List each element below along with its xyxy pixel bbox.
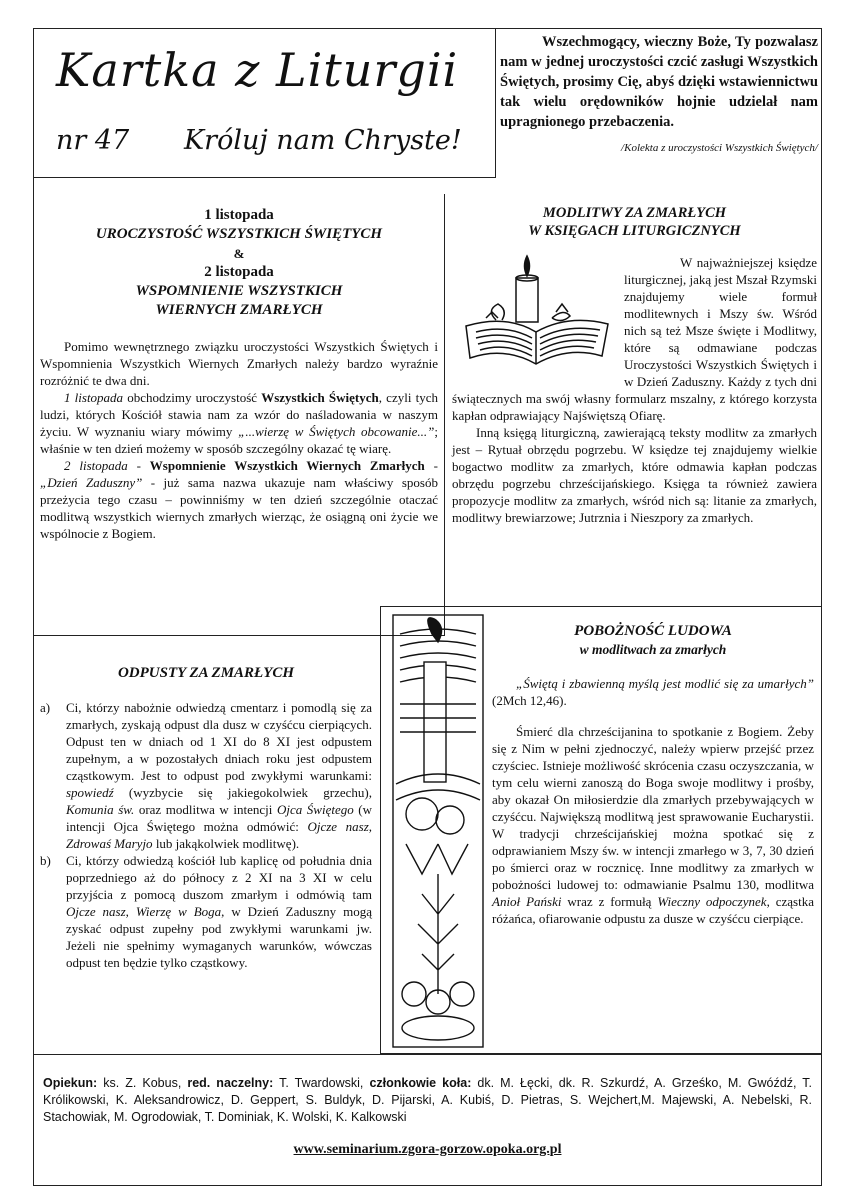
website-line (43, 1140, 812, 1158)
opening-prayer (500, 32, 818, 154)
folk-piety-content (492, 622, 814, 927)
folk-text-1: Śmierć dla chrześcijanina to spotkanie z Bogiem. Żeby się z Nim w pełni zjednoczyć, należy wpierw przejść przez czyściec. Istnieje możliwość skrócenia czasu oczyszczania, w tym celu wierni zanoszą do Boga swoje modlitwy i prośby, aby okazał On miłosierdzie dla zmarłych przebywających w czyśćcu. Największą modlitwą jest sprawowanie Eucharystii. W tradycji chrześcijańskiej można spotkać się z odprawianiem Mszy św. w intencji zmarłego w 3, 7, 30 dzień po śmierci oraz w rocznicę. Inne modlitwy za zmarłych w pobożności ludowej to: odmawianie Psalmu 130, modlitwa (492, 724, 814, 892)
members-list: dk. M. Łęcki, dk. R. Szkurdź, A. Grześko, M. Gwóźdź, T. Królikowski, K. Aleksandrowicz, D. Geppert, S. Buldyk, D. Pijarski, A. Kubiś, D. Pietras, S. Wejchert,M. Majewski, A. Nebelski, R. Stachowiak, M. Ogrodowiak, T. Dominiak, K. Wolski, K. Kalkowski (43, 1076, 812, 1124)
feast-name-1: UROCZYSTOŚĆ WSZYSTKICH ŚWIĘTYCH (95, 226, 383, 242)
folk-eternal-rest: Wieczny odpoczynek (657, 894, 767, 909)
indulgence-item-b (40, 852, 372, 971)
feasts-paragraph-1: Pomimo wewnętrznego związku uroczystości Wszystkich Świętych i Wspomnienia Wszystkich Wiernych Zmarłych należy bardzo wyraźnie rozróżnić te dwa dni. (40, 339, 438, 388)
item-a-text-5: lub jakąkolwiek modlitwę). (152, 836, 300, 851)
item-b-marker: b) (40, 853, 51, 868)
p3-name-quote: „Dzień Zaduszny” (40, 475, 143, 490)
feast-name-2-line2: WIERNYCH ZMARŁYCH (155, 302, 323, 318)
indulgences-list (40, 699, 372, 971)
editor-label: red. naczelny: (187, 1076, 274, 1090)
folk-piety-subheading: w modlitwach za zmarłych (579, 642, 727, 657)
motto: Króluj nam Chryste! (184, 125, 462, 156)
opiekun-label: Opiekun: (43, 1076, 98, 1090)
item-a-text-4: (w intencji Ojca Świętego można odmówić: (66, 802, 373, 834)
p3-date: 2 listopada (64, 458, 128, 473)
item-a-pope: Ojca Świętego (276, 802, 354, 817)
missal-candle-icon (456, 254, 618, 374)
opiekun-name: ks. Z. Kobus, (97, 1076, 188, 1090)
candle-harvest-icon (392, 614, 484, 1048)
prayer-source: /Kolekta z uroczystości Wszystkich Świętych/ (621, 142, 818, 154)
p2-text-a: obchodzimy uroczystość (123, 390, 262, 405)
scripture-quote (492, 675, 814, 709)
p3-dash-2: - (424, 458, 438, 473)
folk-piety-paragraph (492, 723, 814, 927)
folk-text-3: , cząstka różańca, ofiarowanie odpustu za dusze w czyśćcu cierpiące. (492, 894, 814, 926)
p3-text: - już sama nazwa ukazuje nam właściwy sposób przeżycia tego czasu – powinniśmy w ten dzień szczególnie otaczać modlitwą wszystkich wiernych zmarłych wierząc, że osiągną oni życie we wspólnocie z Bogiem. (40, 475, 438, 541)
feasts-paragraph-3 (40, 457, 438, 542)
p3-feast: Wspomnienie Wszystkich Wiernych Zmarłych (149, 458, 425, 473)
missal-candle-illustration (456, 254, 618, 374)
newsletter-title: Kartka z Liturgii (56, 43, 459, 97)
books-paragraph-2: Inną księgą liturgiczną, zawierającą teksty modlitw za zmarłych jest – Rytuał obrzędu pogrzebu. W księdze tej znajdujemy wielkie bogactwo modlitw za zmarłych, które odmawia kapłan podczas obrzędu pogrzebu chrześcijańskiego. Księga ta również zawiera propozycje modlitw za zmarłych, wśród nich są: litanie za zmarłych, modlitwy brewiarzowe; Jutrznia i Nieszpory za zmarłych. (452, 425, 817, 525)
books-heading-line2: W KSIĘGACH LITURGICZNYCH (528, 223, 741, 239)
p2-creed-quote: „...wierzę w Świętych obcowanie...” (238, 424, 435, 439)
p2-date: 1 listopada (64, 390, 124, 405)
item-a-text-3: oraz modlitwa w intencji (134, 802, 277, 817)
indulgences-section (40, 664, 372, 971)
item-a-communion: Komunia św. (66, 802, 135, 817)
folk-angelus: Anioł Pański (492, 894, 562, 909)
prayer-text: Wszechmogący, wieczny Boże, Ty pozwalasz nam w jednej uroczystości czcić zasługi Wszystkich Świętych, prosimy Cię, abyś dzięki wstawiennictwu tak wielu orędowników hojnie udzielał nam upragnionego przebaczenia. (500, 34, 818, 130)
books-paragraph-1: W najważniejszej księdze liturgicznej, jaką jest Mszał Rzymski znajdujemy wiele formuł modlitewnych i Mszy św. Wśród nich są też Msze święte i Modlitwy, które są odmawiane podczas Uroczystości Wszystkich Świętych i w Dzień Zaduszny. Każdy z tych dni świątecznych ma swój własny formularz mszalny, z którego korzysta kapłan odprawiający Najświętszą Ofiarę. (452, 255, 817, 423)
p2-feast: Wszystkich Świętych (261, 390, 379, 405)
folk-piety-illustration (392, 614, 484, 1048)
indulgences-heading: ODPUSTY ZA ZMARŁYCH (117, 665, 295, 681)
quote-text: „Świętą i zbawienną myślą jest modlić się za umarłych” (516, 676, 814, 691)
item-a-marker: a) (40, 700, 51, 715)
feast-date-2: 2 listopada (204, 264, 274, 280)
indulgence-item-a (40, 699, 372, 852)
feasts-paragraph-2 (40, 389, 438, 457)
feasts-content (40, 206, 438, 542)
folk-piety-heading: POBOŻNOŚĆ LUDOWA (574, 623, 732, 639)
item-a-text-2: (wyzbycie się jakiegokolwiek grzechu), (113, 785, 372, 800)
quote-reference: (2Mch 12,46). (492, 693, 567, 708)
editorial-team (43, 1075, 812, 1126)
feast-ampersand: & (233, 246, 245, 261)
item-a-text-1: Ci, którzy nabożnie odwiedzą cmentarz i pomodlą się za zmarłych, zyskają odpust dla dusz w czyśćcu cierpiących. Odpust ten w dniach od 1 XI do 8 XI jest odpustem zupełnym, a w pozostałych dniach roku jest odpustem cząstkowym. Jest to odpust pod zwykłymi warunkami: (66, 700, 372, 783)
folk-text-2: wraz z formułą (561, 894, 658, 909)
item-b-text-1: Ci, którzy odwiedzą kościół lub kaplicę od południa dnia poprzedniego aż do północy z 2 XI na 3 XI w celu przyjścia z pomocą duszom zmarłym i odmówią tam (66, 853, 372, 902)
p2-text-b: , czyli tych ludzi, których Kościół stawia nam za wzór do naśladowania w naszym życiu. W wyznaniu wiary mówimy (40, 390, 438, 439)
members-label: członkowie koła: (369, 1076, 472, 1090)
item-a-prayers: Ojcze nasz, Zdrowaś Maryjo (66, 819, 372, 851)
p2-text-c: ; właśnie w ten dzień możemy w sposób szczególny okazać tę wiarę. (40, 424, 438, 456)
editor-name: T. Twardowski, (273, 1076, 370, 1090)
website-link[interactable]: www.seminarium.zgora-gorzow.opoka.org.pl (293, 1142, 562, 1157)
liturgical-books-section (452, 204, 817, 526)
item-b-text-2: , w Dzień Zaduszny mogą zyskać odpust zupełny pod zwykłymi warunkami jw. Jeżeli nie spełnimy wymaganych warunków, wówczas odpust ten będzie tylko cząstkowy. (66, 904, 372, 970)
item-b-prayers: Ojcze nasz, Wierzę w Boga (66, 904, 222, 919)
masthead (33, 28, 496, 178)
p3-dash-1: - (127, 458, 150, 473)
footer (33, 1054, 822, 1186)
feast-name-2-line1: WSPOMNIENIE WSZYSTKICH (135, 283, 343, 299)
item-a-confession: spowiedź (66, 785, 114, 800)
books-heading-line1: MODLITWY ZA ZMARŁYCH (542, 205, 727, 221)
issue-number: nr 47 (56, 125, 130, 156)
feast-date-1: 1 listopada (204, 207, 274, 223)
